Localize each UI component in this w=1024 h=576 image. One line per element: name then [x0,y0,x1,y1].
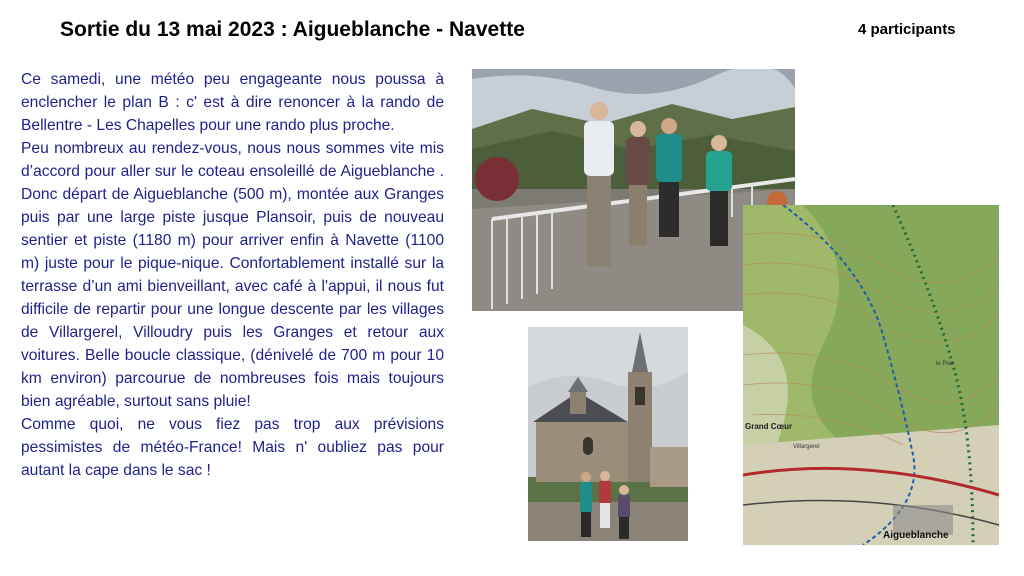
topo-map [743,205,999,545]
map-label-grand-coeur: Grand Cœur [745,422,793,431]
slide-title: Sortie du 13 mai 2023 : Aigueblanche - Navette [60,18,525,41]
church-photo [528,327,688,541]
paragraph-route: Peu nombreux au rendez-vous, nous nous sommes vite mis d’accord pour aller sur le coteau ensoleillé de Aigueblanche . Donc départ de Aigueblanche (500 m), montée aux Granges puis par une large piste jusque Plansoir, puis de nouveau sentier et piste (1180 m) pour arriver enfin à Navette (1100 m) juste pour le pique-nique. Confortablement installé sur la terrasse d’un ami bienveillant, avec café à l'appui, il nous fut difficile de repartir pour une longue descente par les villages de Villargerel, Villoudry puis les Granges et retour aux voitures. Belle boucle classique, (dénivelé de 700 m pour 10 km environ) parcourue de nombreuses fois mais toujours bien agréable, surtout sans pluie! [21,140,444,410]
map-label-villargerel: Villargerel [793,444,820,450]
story-text [21,68,444,482]
map-label-le-plan: le Plan [936,361,955,367]
map-label-aigueblanche: Aigueblanche [883,530,949,541]
paragraph-intro: Ce samedi, une météo peu engageante nous poussa à enclencher le plan B : c' est à dire renoncer à la rando de Bellentre - Les Chapelles pour une rando plus proche. [21,71,444,134]
participants-count: 4 participants [858,21,956,38]
paragraph-conclusion: Comme quoi, ne vous fiez pas trop aux prévisions pessimistes de météo-France! Mais n' oubliez pas pour autant la cape dans le sac ! [21,416,444,479]
